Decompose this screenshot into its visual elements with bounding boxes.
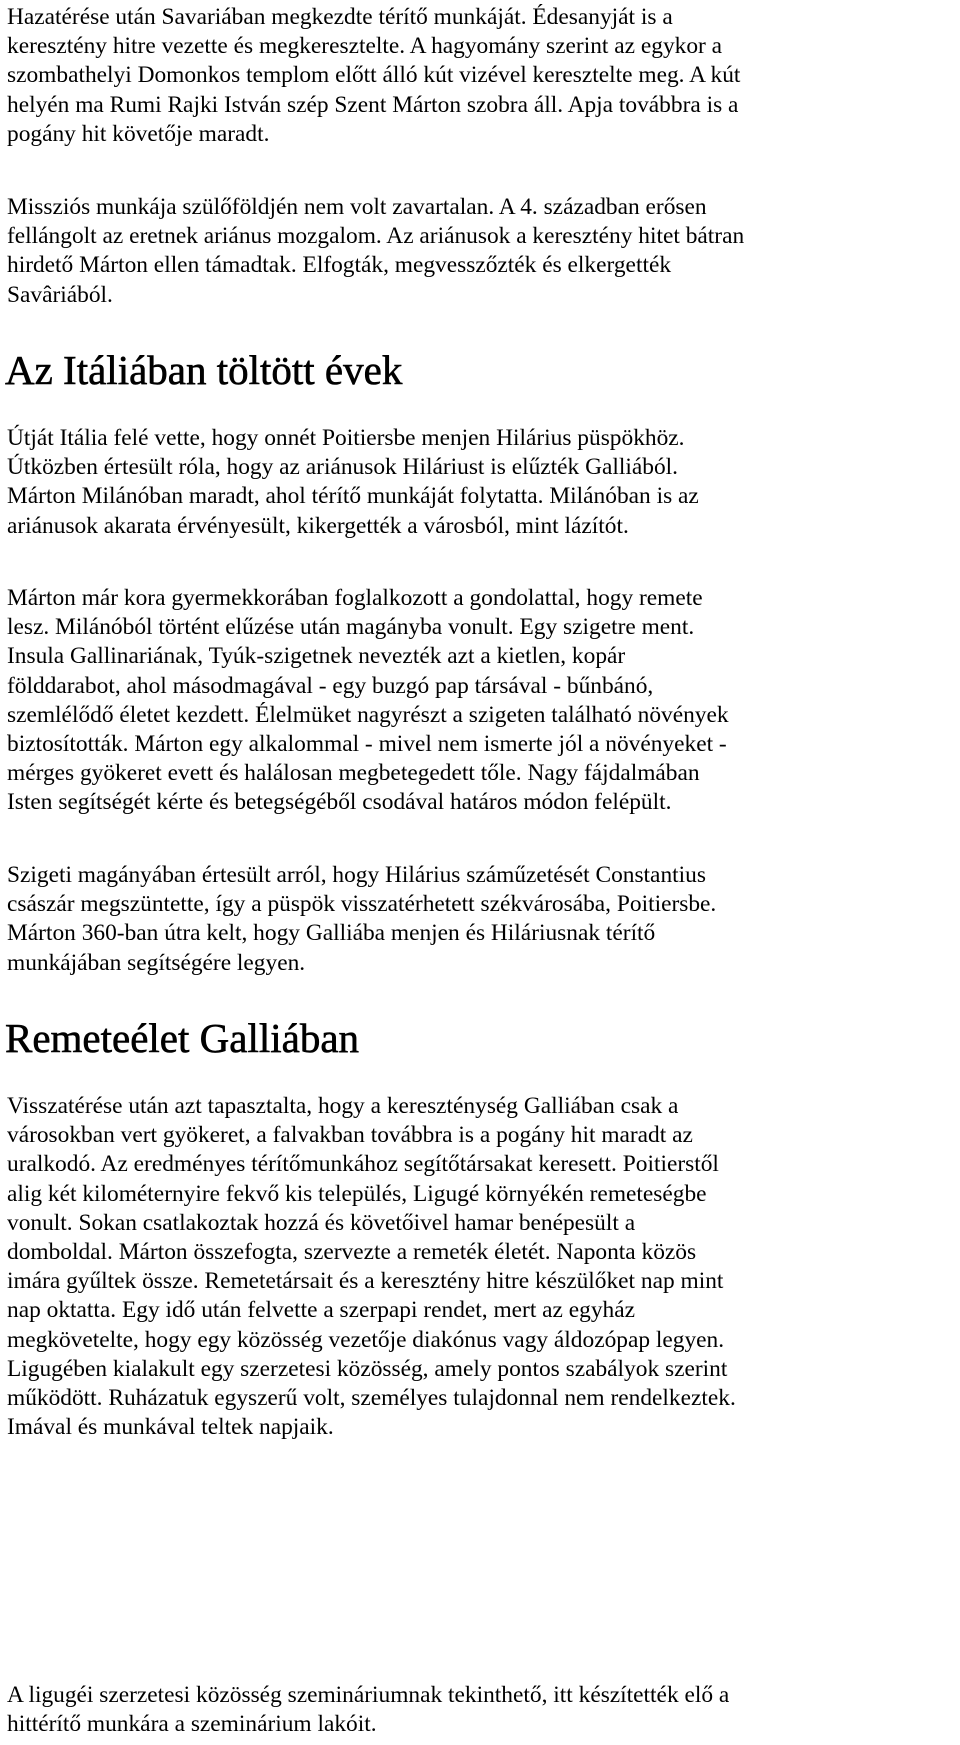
text-line: szombathelyi Domonkos templom előtt álló kút vizével keresztelte meg. A kút — [7, 62, 741, 89]
text-line: vonult. Sokan csatlakoztak hozzá és követőivel hamar benépesült a — [7, 1209, 636, 1236]
paragraph-savaria-mission — [7, 3, 959, 149]
text-line: Visszatérése után azt tapasztalta, hogy a kereszténység Galliában csak a — [7, 1093, 679, 1119]
section-heading-italy: Az Itáliában töltött évek — [5, 347, 403, 393]
text-line: városokban vert gyökeret, a falvakban továbbra is a pogány hit maradt az — [7, 1122, 693, 1149]
text-line: hirdető Márton ellen támadtak. Elfogták, megvesszőzték és elkergették — [7, 252, 672, 279]
text-line: Útját Itália felé vette, hogy onnét Poitiersbe menjen Hilárius püspökhöz. — [7, 425, 685, 451]
paragraph-arian-persecution — [7, 193, 959, 310]
text-line: Hazatérése után Savariában megkezdte térítő munkáját. Édesanyját is a — [7, 4, 673, 30]
paragraph-return-to-gaul — [7, 861, 959, 978]
text-line: Savâriából. — [7, 281, 113, 308]
text-line: nap oktatta. Egy idő után felvette a szerpapi rendet, mert az egyház — [7, 1297, 636, 1324]
text-line: imára gyűltek össze. Remetetársait és a keresztény hitre készülőket nap mint — [7, 1268, 724, 1295]
text-line: császár megszüntette, így a püspök visszatérhetett székvárosába, Poitiersbe. — [7, 891, 717, 918]
text-line: lesz. Milánóból történt elűzése után magányba vonult. Egy szigetre ment. — [7, 614, 695, 641]
text-line: Márton 360-ban útra kelt, hogy Galliába menjen és Hiláriusnak térítő — [7, 920, 656, 947]
text-line: uralkodó. Az eredményes térítőmunkához segítőtársakat keresett. Poitierstől — [7, 1151, 719, 1178]
text-line: alig két kilométernyire fekvő kis település, Ligugé környékén remeteségbe — [7, 1180, 707, 1207]
text-line: Márton már kora gyermekkorában foglalkozott a gondolattal, hogy remete — [7, 585, 703, 611]
text-line: keresztény hitre vezette és megkeresztelte. A hagyomány szerint az egykor a — [7, 33, 723, 60]
text-line: földdarabot, ahol másodmagával - egy buzgó pap társával - bűnbánó, — [7, 672, 654, 699]
text-line: hittérítő munkára a szeminárium lakóit. — [7, 1711, 377, 1738]
text-line: megkövetelte, hogy egy közösség vezetője diakónus vagy áldozópap legyen. — [7, 1326, 725, 1353]
text-line: fellángolt az eretnek ariánus mozgalom. Az ariánusok a keresztény hitet bátran — [7, 223, 745, 250]
text-line: domboldal. Márton összefogta, szervezte a remeték életét. Naponta közös — [7, 1239, 697, 1266]
text-line: helyén ma Rumi Rajki István szép Szent Márton szobra áll. Apja továbbra is a — [7, 91, 739, 118]
text-line: mérges gyökeret evett és halálosan megbetegedett tőle. Nagy fájdalmában — [7, 760, 700, 787]
text-line: Szigeti magányában értesült arról, hogy Hilárius száműzetését Constantius — [7, 862, 706, 888]
text-line: Insula Gallinariának, Tyúk-szigetnek nevezték azt a kietlen, kopár — [7, 643, 626, 670]
text-line: munkájában segítségére legyen. — [7, 949, 306, 976]
paragraph-seminary — [7, 1681, 959, 1739]
text-line: Imával és munkával teltek napjaik. — [7, 1414, 334, 1441]
text-line: Ligugében kialakult egy szerzetesi közösség, amely pontos szabályok szerint — [7, 1355, 728, 1382]
text-line: biztosították. Márton egy alkalommal - mivel nem ismerte jól a növényeket - — [7, 731, 727, 758]
text-line: szemlélődő életet kezdett. Élelmüket nagyrészt a szigeten található növények — [7, 701, 729, 728]
text-line: ariánusok akarata érvényesült, kikergették a városból, mint lázítót. — [7, 512, 629, 539]
section-heading-gaul: Remeteélet Galliában — [5, 1015, 360, 1061]
text-line: Missziós munkája szülőföldjén nem volt zavartalan. A 4. században erősen — [7, 194, 707, 220]
text-line: Útközben értesült róla, hogy az ariánusok Hiláriust is elűzték Galliából. — [7, 454, 678, 481]
paragraph-liguge-community — [7, 1092, 959, 1442]
text-line: működött. Ruházatuk egyszerű volt, személyes tulajdonnal nem rendelkeztek. — [7, 1385, 736, 1412]
text-line: pogány hit követője maradt. — [7, 120, 270, 147]
paragraph-hermit-island — [7, 584, 959, 818]
paragraph-journey-to-italy — [7, 424, 959, 541]
text-line: Márton Milánóban maradt, ahol térítő munkáját folytatta. Milánóban is az — [7, 483, 699, 510]
text-line: A ligugéi szerzetesi közösség szemináriumnak tekinthető, itt készítették elő a — [7, 1682, 730, 1708]
text-line: Isten segítségét kérte és betegségéből csodával határos módon felépült. — [7, 789, 672, 816]
